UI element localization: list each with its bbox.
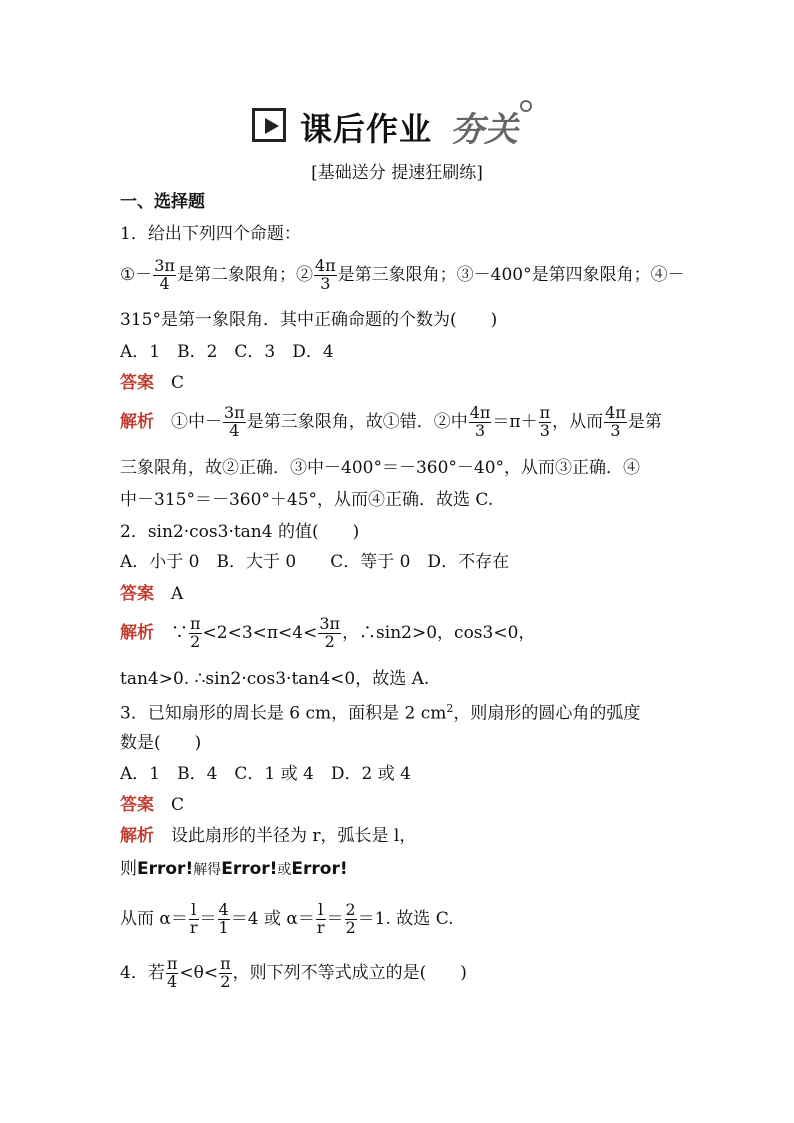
header-logo: 夯关 <box>450 110 518 150</box>
q1-solution-2: 三象限角，故②正确．③中－400°＝－360°－40°，从而③正确．④ <box>120 458 641 478</box>
q3-solution-3 <box>120 902 454 937</box>
answer-label: 答案 <box>120 584 154 604</box>
q1-solution-3: 中－315°＝－360°＋45°，从而④正确．故选 C. <box>120 490 494 510</box>
q2-solution-1 <box>120 616 535 651</box>
denominator: 2 <box>345 917 356 937</box>
fraction <box>223 405 246 440</box>
text: 3．已知扇形的周长是 6 cm，面积是 2 cm <box>120 703 447 724</box>
header-title: 课后作业 <box>300 110 433 148</box>
error-text: Error! <box>137 859 194 879</box>
numerator: 4π <box>469 403 491 422</box>
fraction <box>189 902 199 937</box>
text: ，∴sin2>0，cos3<0， <box>342 622 536 643</box>
header <box>0 104 794 150</box>
numerator: 4 <box>218 900 229 919</box>
q2-options: A．小于 0 B．大于 0 C．等于 0 D．不存在 <box>120 552 510 572</box>
q3-solution-2 <box>120 861 348 878</box>
text: ＝4 或 α＝ <box>230 908 315 929</box>
denominator: 3 <box>610 420 621 440</box>
text: <2<3<π<4< <box>202 622 318 643</box>
text: 则 <box>120 859 137 879</box>
solution-label: 解析 <box>120 622 154 643</box>
text: ∵ <box>171 622 188 643</box>
q4-stem <box>120 956 467 991</box>
text: 是第二象限角；② <box>176 264 313 285</box>
fraction <box>153 258 176 293</box>
denominator: r <box>316 917 325 937</box>
fraction <box>345 902 357 937</box>
denominator: 2 <box>220 971 231 991</box>
text: 4．若 <box>120 962 165 983</box>
numerator: 3π <box>224 403 245 422</box>
denominator: 3 <box>474 420 486 440</box>
text: 是第 <box>627 411 662 432</box>
numerator: 4π <box>314 256 336 275</box>
answer-value: C <box>171 795 185 815</box>
text: 设此扇形的半径为 r，弧长是 l， <box>171 826 417 846</box>
denominator: r <box>189 917 198 937</box>
numerator: π <box>190 614 201 633</box>
numerator: 2 <box>345 900 356 919</box>
fraction <box>316 902 326 937</box>
text: 从而 α＝ <box>120 908 188 929</box>
error-text: Error! <box>291 859 348 879</box>
denominator: 1 <box>218 917 229 937</box>
fraction <box>469 405 492 440</box>
numerator: 3π <box>154 256 175 275</box>
text: ＝π＋ <box>492 411 538 432</box>
solution-label: 解析 <box>120 826 154 846</box>
denominator: 4 <box>166 971 178 991</box>
text: ，则扇形的圆心角的弧度 <box>453 703 641 724</box>
q3-solution-1 <box>120 828 416 845</box>
q1-answer <box>120 375 184 392</box>
numerator: π <box>220 954 231 973</box>
error-text: Error! <box>221 859 278 879</box>
fraction <box>318 616 341 651</box>
denominator: 2 <box>190 631 201 651</box>
solution-label: 解析 <box>120 411 154 432</box>
fraction <box>166 956 179 991</box>
text: <θ< <box>179 962 219 983</box>
text: 解得 <box>193 862 222 878</box>
superscript: 2 <box>446 702 454 715</box>
text: ＝ <box>326 908 344 929</box>
numerator: π <box>166 954 178 973</box>
answer-value: A <box>171 584 184 604</box>
q2-stem: 2．sin2·cos3·tan4 的值( ) <box>120 522 360 542</box>
fraction <box>218 902 230 937</box>
numerator: π <box>539 403 551 422</box>
text: ①中－ <box>171 411 222 432</box>
denominator: 3 <box>320 273 331 293</box>
section-heading: 一、选择题 <box>120 192 205 212</box>
fraction <box>604 405 627 440</box>
numerator: l <box>316 902 326 920</box>
q1-statements <box>120 258 685 293</box>
play-icon <box>252 108 286 142</box>
fraction <box>189 616 202 651</box>
answer-value: C <box>171 373 185 393</box>
denominator: 2 <box>324 631 335 651</box>
denominator: 3 <box>539 420 550 440</box>
q1-solution-1 <box>120 405 662 440</box>
fraction <box>539 405 552 440</box>
answer-label: 答案 <box>120 795 154 815</box>
fraction <box>219 956 232 991</box>
answer-label: 答案 <box>120 373 154 393</box>
denominator: 4 <box>229 420 240 440</box>
logo-mark-icon <box>520 100 532 112</box>
q1-stem: 1．给出下列四个命题： <box>120 224 301 244</box>
denominator: 4 <box>159 273 170 293</box>
numerator: 4π <box>605 403 626 422</box>
q3-stem-2: 数是( ) <box>120 733 202 753</box>
text: ，从而 <box>552 411 604 432</box>
q2-answer <box>120 586 183 603</box>
text: 或 <box>277 862 292 878</box>
text: 是第三象限角，故①错．②中 <box>246 411 468 432</box>
text: ，则下列不等式成立的是( ) <box>232 962 467 983</box>
q3-answer <box>120 797 184 814</box>
q3-stem <box>120 703 640 723</box>
q1-stem-2: 315°是第一象限角．其中正确命题的个数为( ) <box>120 310 498 330</box>
text: 是第三象限角；③－400°是第四象限角；④－ <box>337 264 685 285</box>
text: ＝ <box>199 908 217 929</box>
text: ＝1. 故选 C. <box>357 908 454 929</box>
fraction <box>314 258 337 293</box>
q1-options: A．1 B．2 C．3 D．4 <box>120 342 334 362</box>
q3-options: A．1 B．4 C．1 或 4 D．2 或 4 <box>120 764 411 784</box>
numerator: 3π <box>319 614 341 633</box>
subtitle: [基础送分 提速狂刷练] <box>311 163 483 183</box>
numerator: l <box>189 902 199 920</box>
text: ①－ <box>120 264 153 285</box>
q2-solution-2: tan4>0. ∴sin2·cos3·tan4<0，故选 A. <box>120 669 430 689</box>
